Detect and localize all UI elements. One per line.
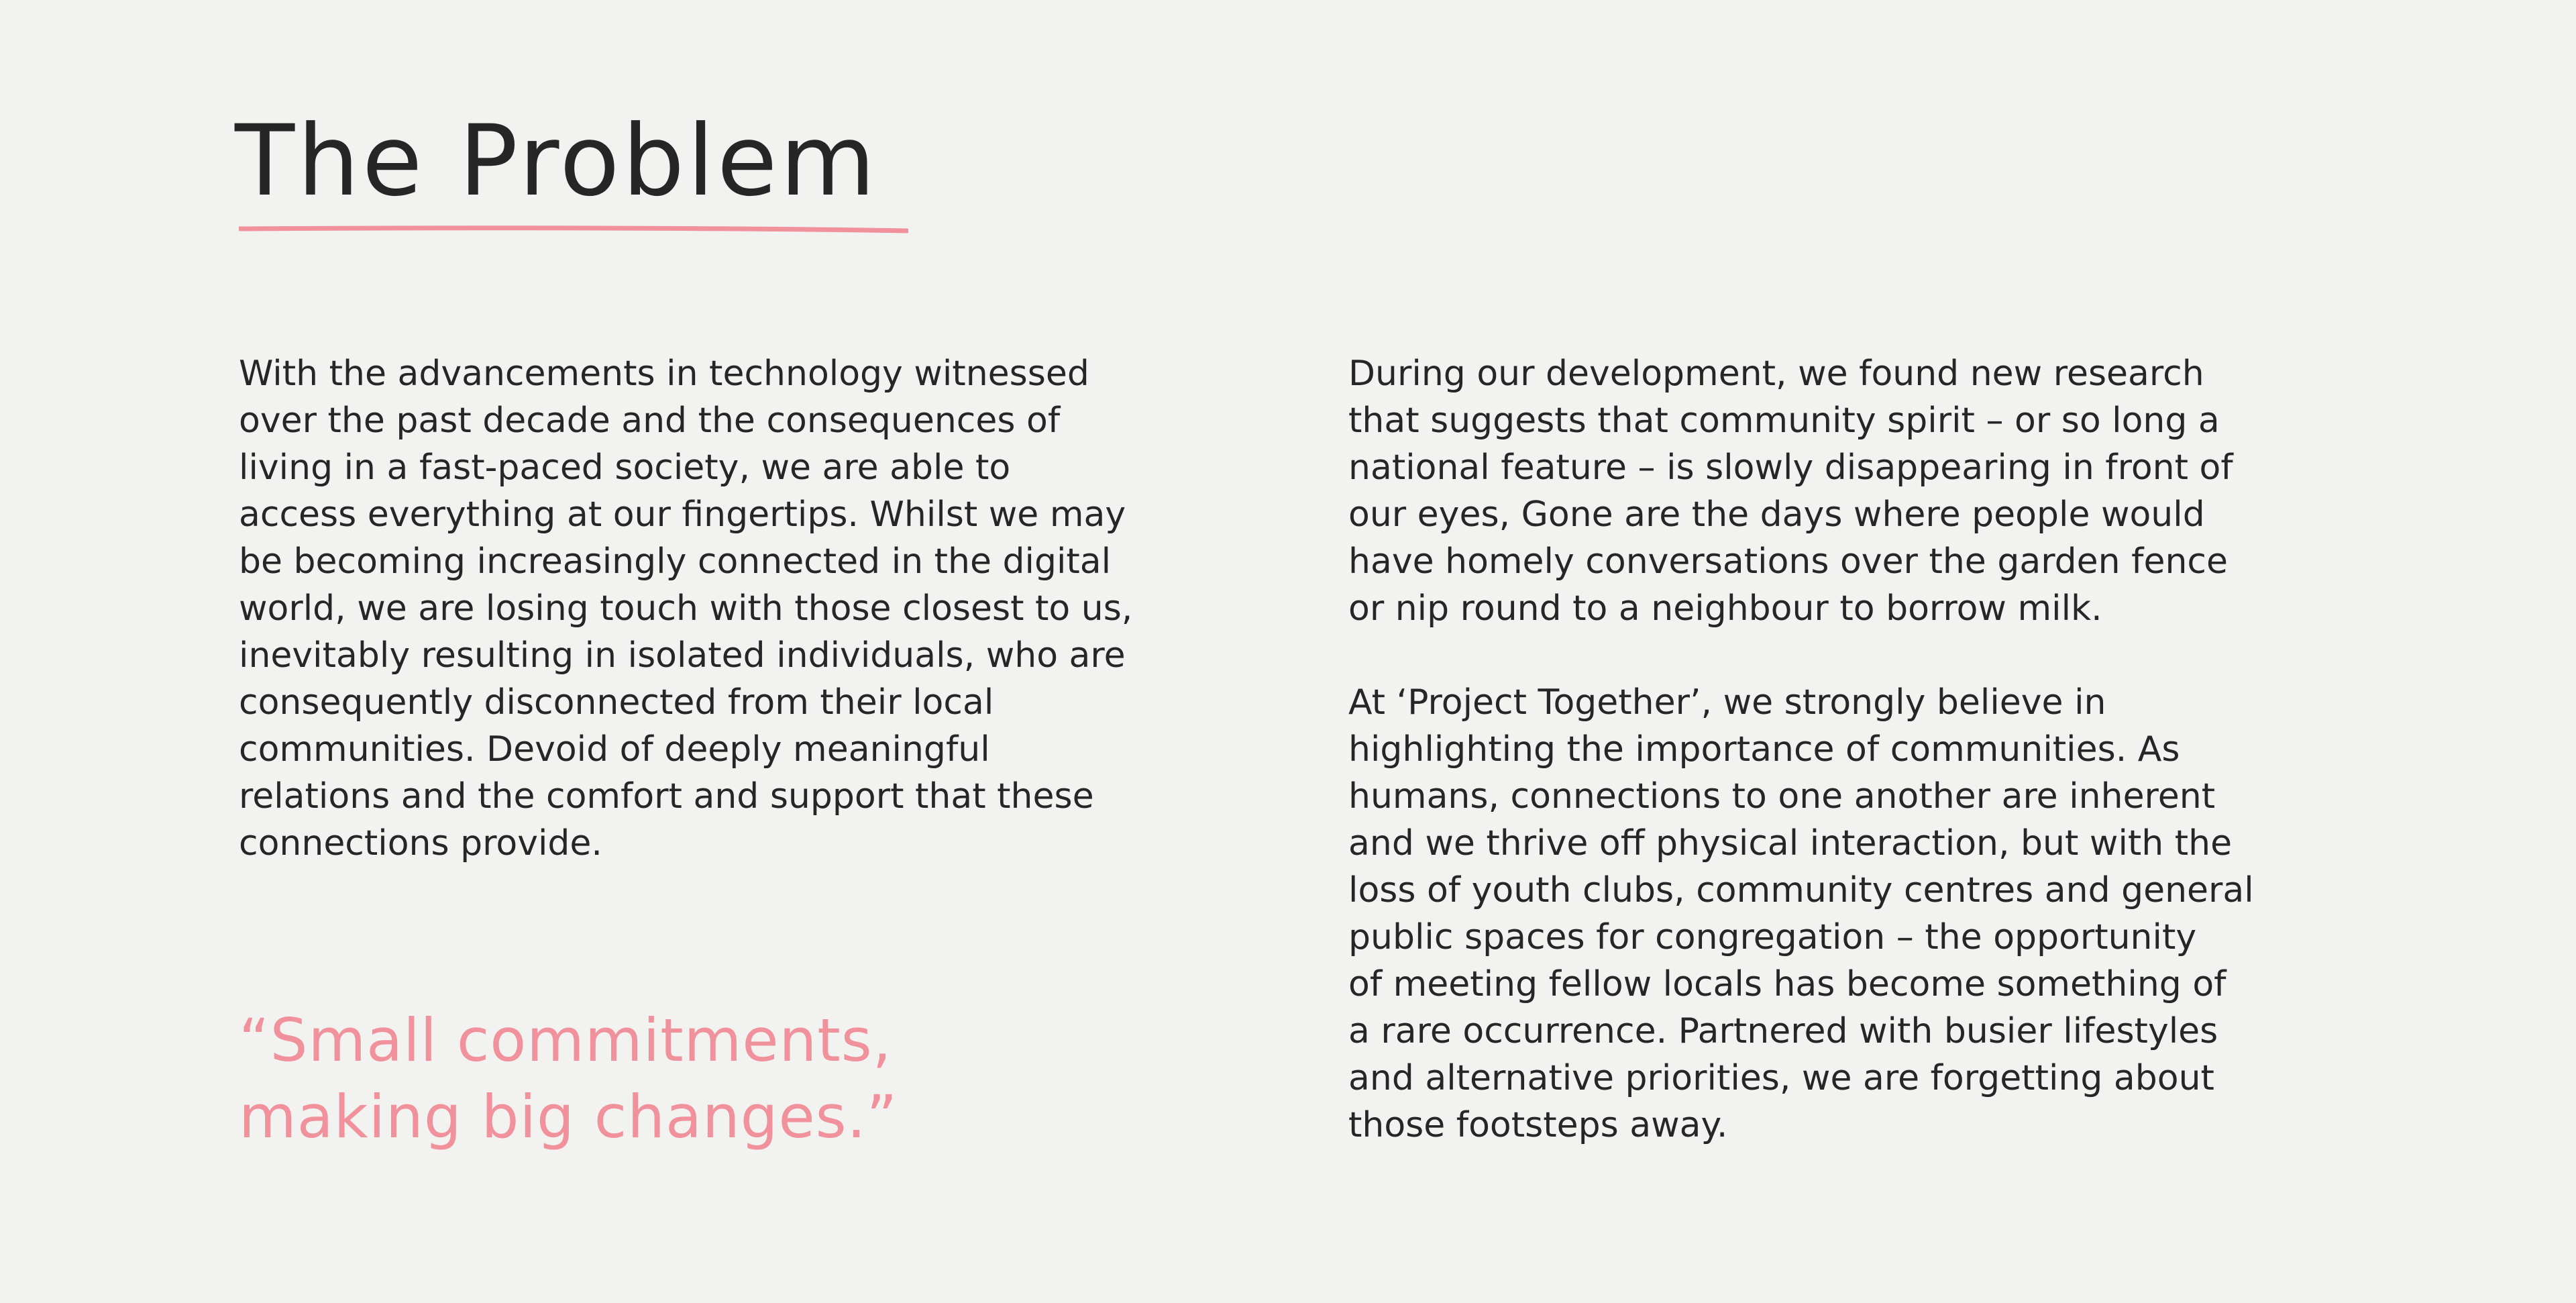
text-line: and we thrive off physical interaction, but with the xyxy=(1348,823,2233,864)
right-column xyxy=(1348,350,2314,1149)
text-line: inevitably resulting in isolated individuals, who are xyxy=(239,635,1126,676)
text-line: over the past decade and the consequences of xyxy=(239,401,1061,441)
text-line: of meeting fellow locals has become something of xyxy=(1348,964,2226,1004)
quote-line: “Small commitments, xyxy=(239,1006,892,1075)
text-line: that suggests that community spirit – or so long a xyxy=(1348,401,2220,441)
pull-quote xyxy=(239,1002,898,1155)
text-line: During our development, we found new research xyxy=(1348,354,2204,394)
text-line: or nip round to a neighbour to borrow milk. xyxy=(1348,588,2102,629)
text-line: highlighting the importance of communities. As xyxy=(1348,729,2180,770)
text-line: connections provide. xyxy=(239,823,602,864)
text-line: be becoming increasingly connected in the digital xyxy=(239,541,1112,582)
text-line: communities. Devoid of deeply meaningful xyxy=(239,729,990,770)
page-title: The Problem xyxy=(235,104,878,218)
text-line: consequently disconnected from their local xyxy=(239,682,994,723)
quote-line: making big changes.” xyxy=(239,1082,898,1151)
project-paragraph xyxy=(1348,679,2314,1149)
text-line: With the advancements in technology witnessed xyxy=(239,354,1089,394)
text-line: our eyes, Gone are the days where people would xyxy=(1348,494,2205,535)
text-line: public spaces for congregation – the opportunity xyxy=(1348,917,2197,957)
text-line: relations and the comfort and support that these xyxy=(239,776,1094,817)
text-line: a rare occurrence. Partnered with busier lifestyles xyxy=(1348,1011,2218,1051)
text-line: world, we are losing touch with those closest to us, xyxy=(239,588,1133,629)
left-column xyxy=(239,350,1205,867)
title-underline-stroke xyxy=(240,228,907,231)
research-paragraph xyxy=(1348,350,2314,632)
text-line: have homely conversations over the garden fence xyxy=(1348,541,2228,582)
text-line: national feature – is slowly disappearing in front of xyxy=(1348,448,2233,488)
text-line: living in a fast-paced society, we are able to xyxy=(239,448,1011,488)
text-line: loss of youth clubs, community centres and general xyxy=(1348,870,2254,910)
text-line: those footsteps away. xyxy=(1348,1105,1728,1145)
text-line: access everything at our fingertips. Whilst we may xyxy=(239,494,1126,535)
text-line: humans, connections to one another are inherent xyxy=(1348,776,2216,817)
title-underline xyxy=(239,225,908,236)
intro-paragraph xyxy=(239,350,1205,867)
text-line: and alternative priorities, we are forgetting about xyxy=(1348,1058,2214,1098)
text-line: At ‘Project Together’, we strongly believe in xyxy=(1348,682,2106,723)
